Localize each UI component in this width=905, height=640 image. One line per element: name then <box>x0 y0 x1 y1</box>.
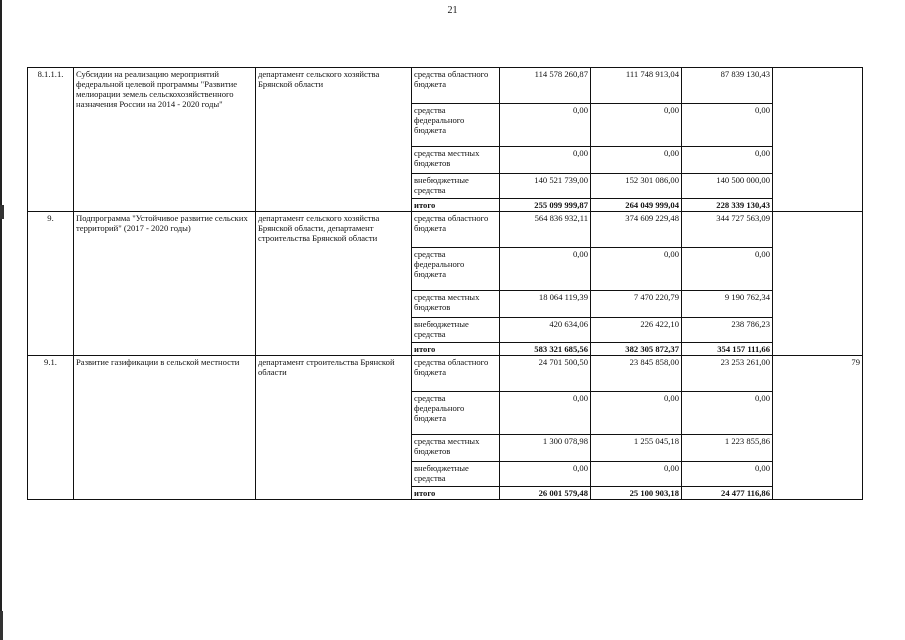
section-number: 8.1.1.1. <box>28 68 74 212</box>
amount-value: 0,00 <box>500 104 591 147</box>
total-label: итого <box>412 343 500 356</box>
amount-value: 7 470 220,79 <box>591 291 682 318</box>
amount-value: 0,00 <box>591 104 682 147</box>
section-executor: департамент сельского хозяйства Брянской области <box>256 68 412 212</box>
amount-value: 0,00 <box>682 462 773 487</box>
amount-value: 0,00 <box>500 147 591 174</box>
amount-value: 1 223 855,86 <box>682 435 773 462</box>
amount-value: 1 255 045,18 <box>591 435 682 462</box>
funding-source: внебюджетные средства <box>412 174 500 199</box>
amount-value: 0,00 <box>591 147 682 174</box>
section-executor: департамент строительства Брянской области <box>256 356 412 500</box>
scan-artifact-mark <box>0 611 3 640</box>
amount-value: 420 634,06 <box>500 318 591 343</box>
extra-column <box>773 68 863 212</box>
amount-value: 0,00 <box>682 147 773 174</box>
table-body <box>28 68 863 500</box>
amount-value: 374 609 229,48 <box>591 212 682 248</box>
amount-value: 0,00 <box>682 392 773 435</box>
amount-value: 18 064 119,39 <box>500 291 591 318</box>
amount-value: 140 500 000,00 <box>682 174 773 199</box>
scan-left-edge <box>0 0 2 640</box>
amount-value: 0,00 <box>500 392 591 435</box>
total-value: 382 305 872,37 <box>591 343 682 356</box>
amount-value: 0,00 <box>500 462 591 487</box>
funding-source: средства местных бюджетов <box>412 291 500 318</box>
total-value: 228 339 130,43 <box>682 199 773 212</box>
amount-value: 87 839 130,43 <box>682 68 773 104</box>
amount-value: 344 727 563,09 <box>682 212 773 248</box>
budget-table <box>27 67 863 500</box>
total-label: итого <box>412 199 500 212</box>
funding-source: средства местных бюджетов <box>412 435 500 462</box>
funding-source: внебюджетные средства <box>412 462 500 487</box>
total-value: 26 001 579,48 <box>500 487 591 500</box>
total-value: 354 157 111,66 <box>682 343 773 356</box>
table-row <box>28 356 863 392</box>
scan-artifact-mark <box>0 205 4 219</box>
amount-value: 114 578 260,87 <box>500 68 591 104</box>
amount-value: 0,00 <box>500 248 591 291</box>
amount-value: 238 786,23 <box>682 318 773 343</box>
section-number: 9. <box>28 212 74 356</box>
page-number: 21 <box>447 5 458 16</box>
amount-value: 0,00 <box>591 462 682 487</box>
amount-value: 1 300 078,98 <box>500 435 591 462</box>
amount-value: 9 190 762,34 <box>682 291 773 318</box>
funding-source: средства федерального бюджета <box>412 104 500 147</box>
amount-value: 0,00 <box>682 104 773 147</box>
table-row <box>28 212 863 248</box>
total-value: 583 321 685,56 <box>500 343 591 356</box>
section-name: Развитие газификации в сельской местности <box>74 356 256 500</box>
amount-value: 23 845 858,00 <box>591 356 682 392</box>
extra-column <box>773 212 863 356</box>
total-label: итого <box>412 487 500 500</box>
funding-source: средства федерального бюджета <box>412 248 500 291</box>
amount-value: 140 521 739,00 <box>500 174 591 199</box>
amount-value: 23 253 261,00 <box>682 356 773 392</box>
funding-source: внебюджетные средства <box>412 318 500 343</box>
amount-value: 0,00 <box>591 392 682 435</box>
section-name: Субсидии на реализацию мероприятий федеральной целевой программы "Развитие мелиорации земель сельскохозяйственного назначения России на 2014 - 2020 годы" <box>74 68 256 212</box>
total-value: 264 049 999,04 <box>591 199 682 212</box>
funding-source: средства местных бюджетов <box>412 147 500 174</box>
amount-value: 24 701 500,50 <box>500 356 591 392</box>
amount-value: 152 301 086,00 <box>591 174 682 199</box>
amount-value: 226 422,10 <box>591 318 682 343</box>
amount-value: 111 748 913,04 <box>591 68 682 104</box>
total-value: 24 477 116,86 <box>682 487 773 500</box>
table-row <box>28 68 863 104</box>
section-executor: департамент сельского хозяйства Брянской области, департамент строительства Брянской области <box>256 212 412 356</box>
amount-value: 0,00 <box>682 248 773 291</box>
total-value: 25 100 903,18 <box>591 487 682 500</box>
total-value: 255 099 999,87 <box>500 199 591 212</box>
section-name: Подпрограмма "Устойчивое развитие сельских территорий" (2017 - 2020 годы) <box>74 212 256 356</box>
section-number: 9.1. <box>28 356 74 500</box>
funding-source: средства областного бюджета <box>412 212 500 248</box>
extra-column: 79 <box>773 356 863 500</box>
amount-value: 564 836 932,11 <box>500 212 591 248</box>
funding-source: средства областного бюджета <box>412 68 500 104</box>
funding-source: средства областного бюджета <box>412 356 500 392</box>
funding-source: средства федерального бюджета <box>412 392 500 435</box>
amount-value: 0,00 <box>591 248 682 291</box>
